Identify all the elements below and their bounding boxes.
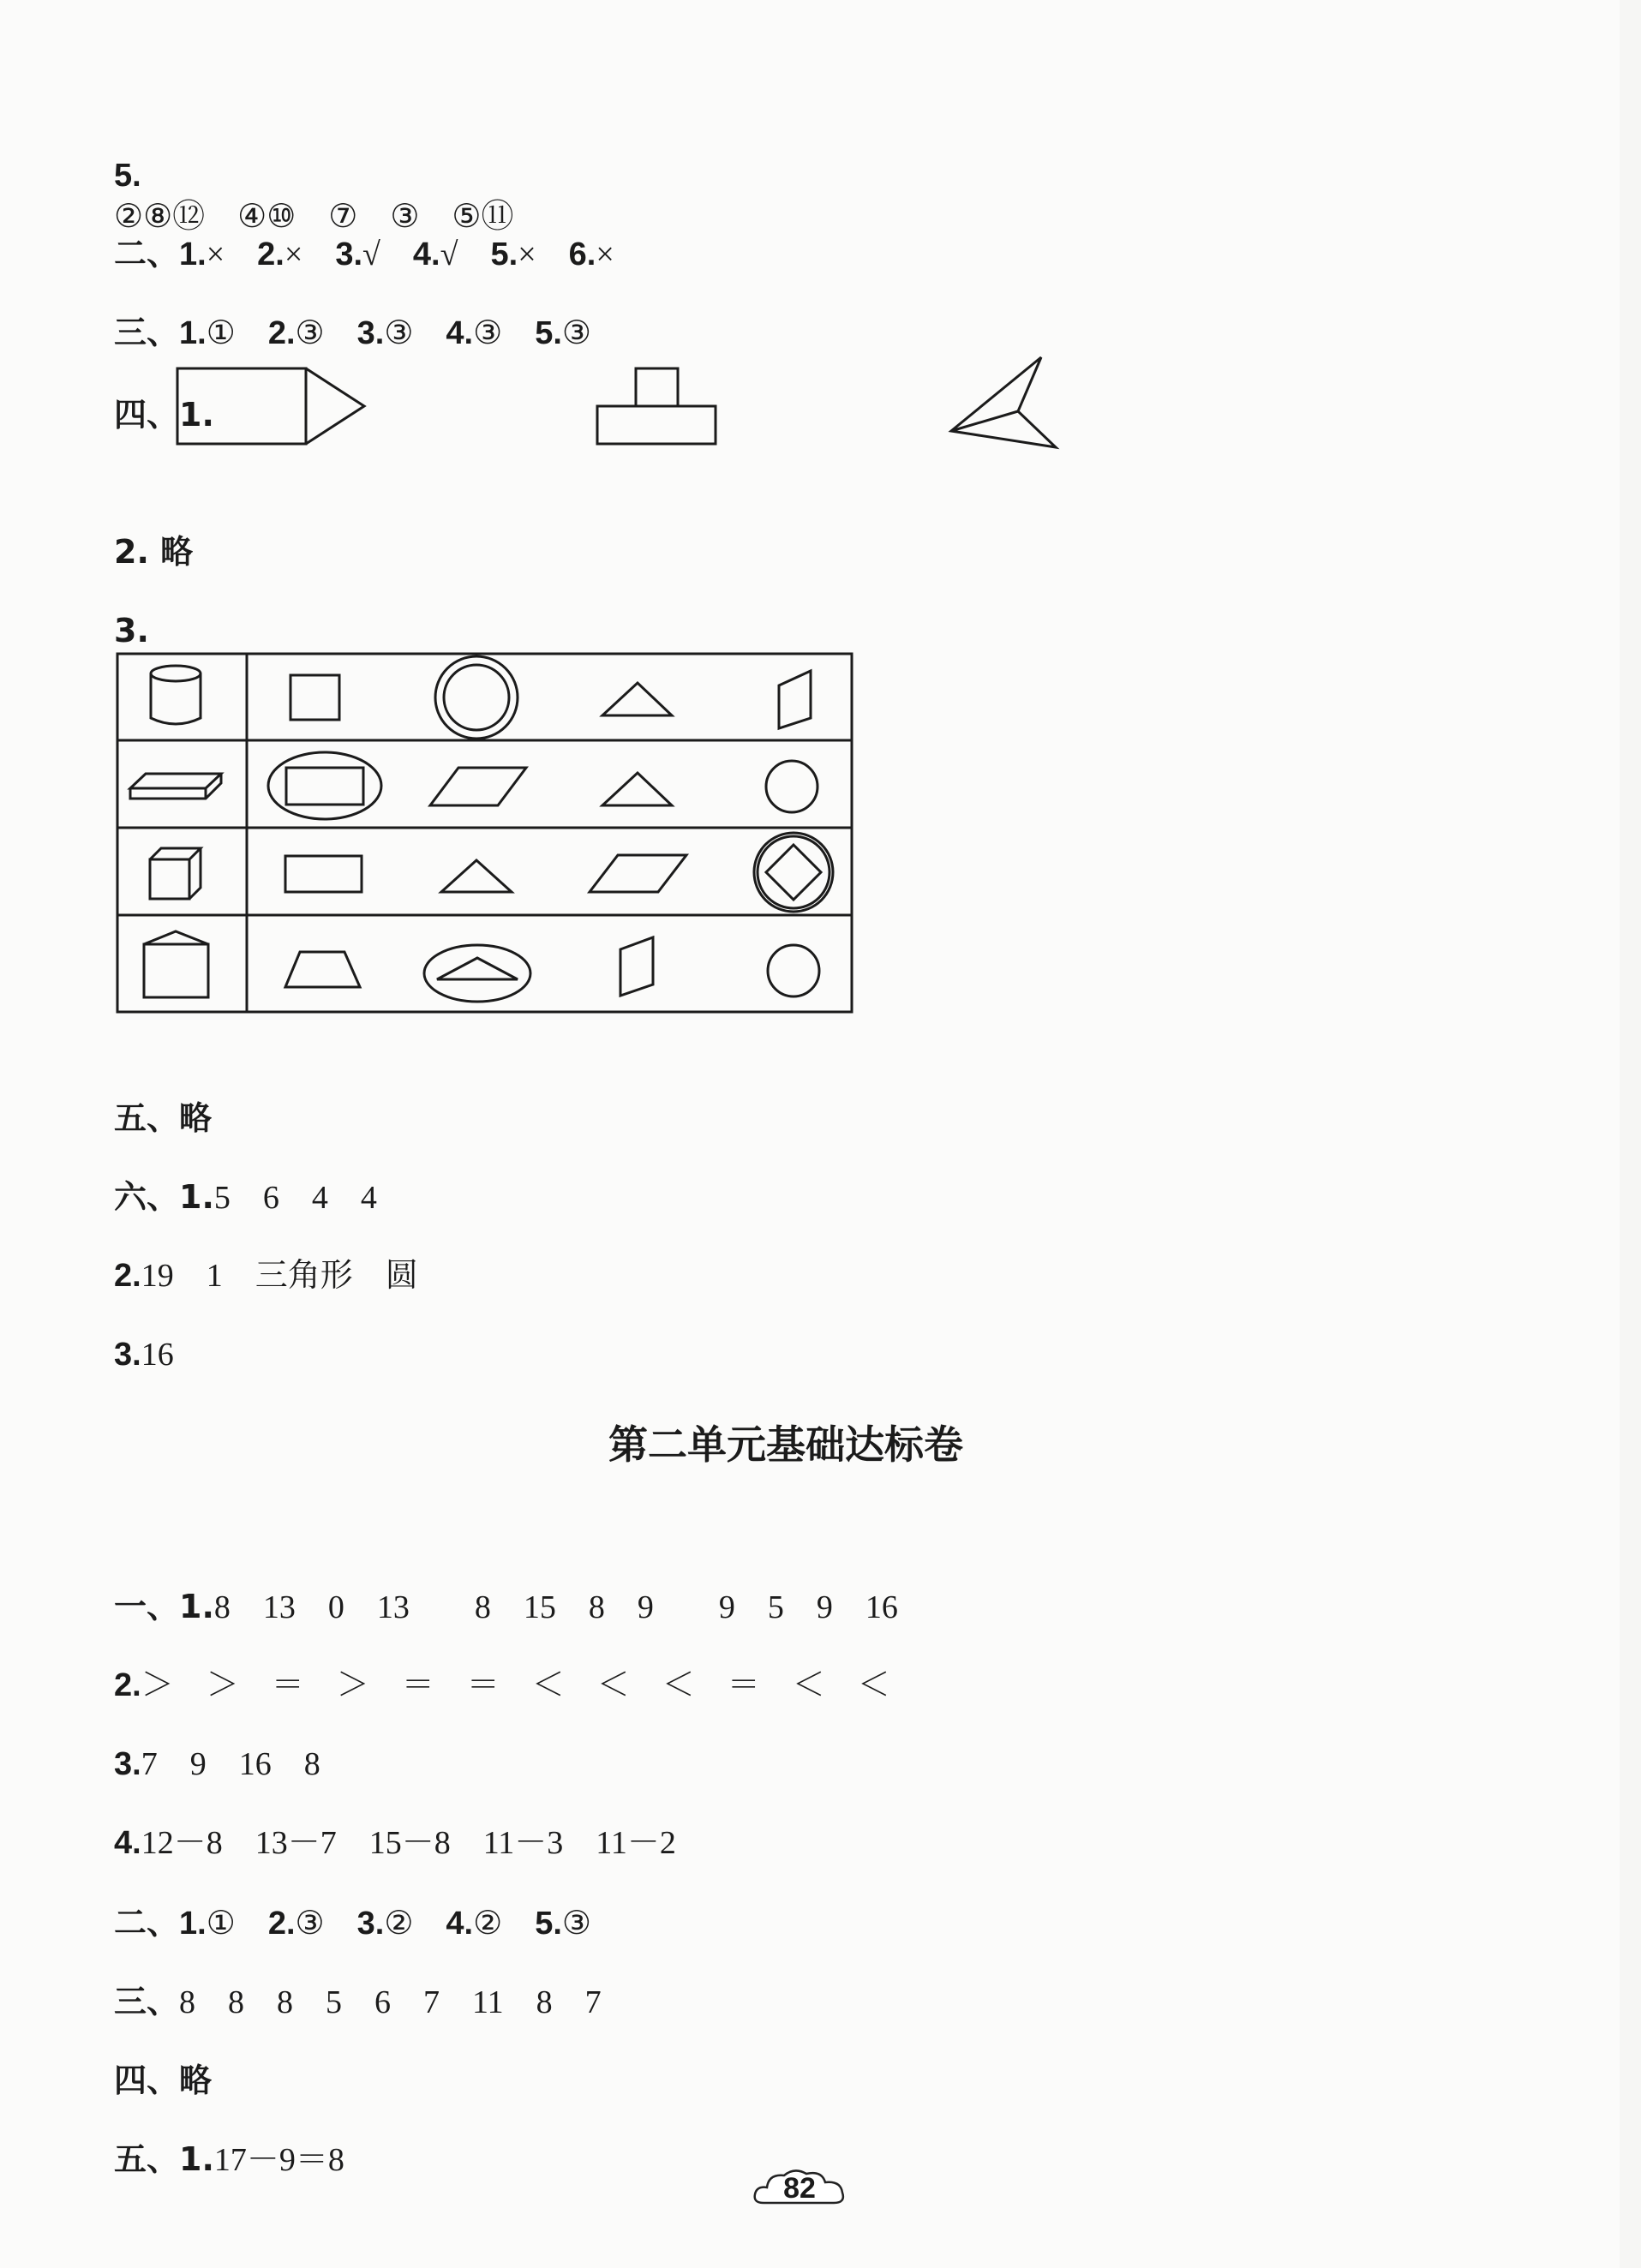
parallelogram-icon <box>620 937 653 996</box>
answer-line-s1-p6-3: 3.16 <box>114 1337 174 1373</box>
answer-line-s2-p1-2: 2.＞ ＞ ＝ ＞ ＝ ＝ ＜ ＜ ＜ ＝ ＜ ＜ <box>114 1667 890 1703</box>
answer-line-s1-p6-2: 2.19 1 三角形 圆 <box>114 1258 418 1294</box>
rectangle-icon <box>285 856 362 892</box>
shapes-table <box>117 654 852 1012</box>
cylinder-icon <box>151 666 201 724</box>
answer-line-s1-p3: 三、1.① 2.③ 3.③ 4.③ 5.③ <box>114 314 591 351</box>
answer-line-s2-p4: 四、略 <box>114 2062 213 2099</box>
pentagon-prism-icon <box>144 931 208 997</box>
square-icon <box>290 675 339 720</box>
trapezoid-icon <box>285 952 360 987</box>
answer-line-s2-p1: 一、1.8 13 0 13 8 15 8 9 9 5 9 16 <box>114 1588 898 1625</box>
stacked-rectangles-figure <box>597 368 716 444</box>
page-number: 82 <box>783 2172 816 2205</box>
arrowhead-figure <box>951 357 1056 447</box>
parallelogram-icon <box>430 768 526 805</box>
answer-line-s1-p4: 四、1. <box>114 396 214 434</box>
answer-line-s2-p3: 三、8 8 8 5 6 7 11 8 7 <box>114 1983 602 2020</box>
double-circle-icon <box>435 656 518 739</box>
page-number-badge <box>752 2165 847 2211</box>
answer-line-s2-p5: 五、1.17－9＝8 <box>114 2140 344 2178</box>
answer-line-s1-p4-2: 2. 略 <box>114 533 194 571</box>
ellipse-with-triangle-icon <box>424 945 530 1002</box>
answer-line-s1-p6: 六、1.5 6 4 4 <box>114 1178 377 1216</box>
triangle-icon <box>602 773 672 805</box>
answer-line-s1-5: 5. ②⑧⑫ ④⑩ ⑦ ③ ⑤⑪ <box>114 158 514 235</box>
flat-cuboid-icon <box>130 774 221 799</box>
answer-line-s2-p2: 二、1.① 2.③ 3.② 4.② 5.③ <box>114 1904 591 1942</box>
parallelogram-icon <box>590 855 686 892</box>
circle-icon <box>768 945 819 996</box>
answer-text: ②⑧⑫ ④⑩ ⑦ ③ ⑤⑪ <box>114 199 514 235</box>
answer-line-s1-p5: 五、略 <box>114 1099 213 1137</box>
ellipse-with-rectangle-icon <box>268 752 381 819</box>
parallelogram-icon <box>779 671 811 728</box>
cube-icon <box>150 848 201 899</box>
answer-line-s2-p1-3: 3.7 9 16 8 <box>114 1746 320 1782</box>
triangle-icon <box>441 860 512 892</box>
circle-icon <box>766 761 818 812</box>
section-title: 第二单元基础达标卷 <box>608 1421 963 1468</box>
circle-with-diamond-icon <box>754 833 833 912</box>
answer-line-s1-p2: 二、1.× 2.× 3.√ 4.√ 5.× 6.× <box>114 235 614 272</box>
answer-line-s2-p1-4: 4.12－8 13－7 15－8 11－3 11－2 <box>114 1825 676 1861</box>
triangle-icon <box>602 683 672 715</box>
house-arrow-figure <box>177 368 364 444</box>
answer-line-s1-p4-3: 3. <box>114 612 149 649</box>
